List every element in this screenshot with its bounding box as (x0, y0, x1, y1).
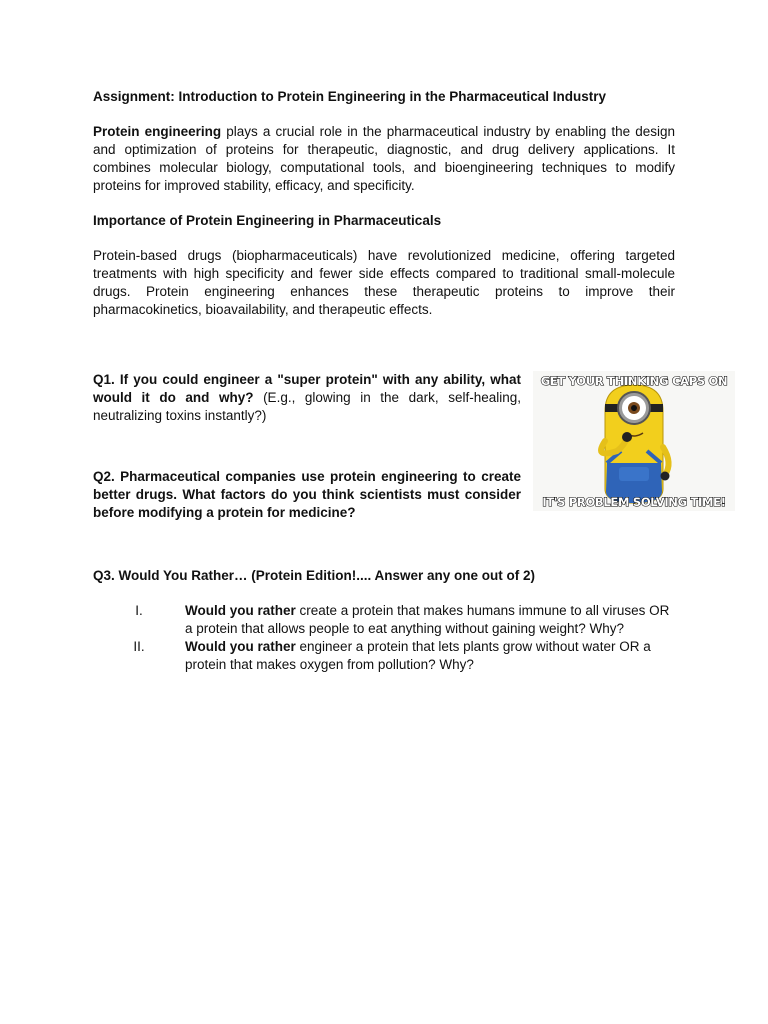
section-paragraph: Protein-based drugs (biopharmaceuticals) have revolutionized medicine, offering targeted treatments with high specificity and fewer side effects compared to traditional small-molecule drugs. Protein engineering enhances these therapeutic proteins to improve their pharmacokinetics, bioavailability, and therapeutic effects. (93, 248, 675, 317)
questions-column (93, 371, 521, 522)
question-1-text: (E.g., glowing in the dark, self-healing, neutralizing toxins instantly?) (93, 390, 521, 423)
list-item-body: engineer a protein that lets plants grow without water OR a protein that makes oxygen from pollution? Why? (185, 639, 651, 672)
section-heading: Importance of Protein Engineering in Pharmaceuticals (93, 213, 442, 228)
question-1 (93, 371, 521, 425)
list-item-number: II. (133, 639, 145, 654)
question-3-heading: Q3. Would You Rather… (Protein Edition!.... Answer any one out of 2) (93, 568, 536, 583)
question-2: Q2. Pharmaceutical companies use protein engineering to create better drugs. What factors do you think scientists must consider before modifying a protein for medicine? (93, 469, 521, 520)
list-item-bold: Would you rather (185, 639, 296, 654)
meme-bottom-text: IT'S PROBLEM SOLVING TIME! (542, 495, 726, 509)
list-item-bold: Would you rather (185, 603, 296, 618)
list-item-body: create a protein that makes humans immune to all viruses OR a protein that allows people to eat anything without gaining weight? Why? (185, 603, 670, 636)
minion-meme-image (533, 371, 735, 511)
intro-bold: Protein engineering (93, 124, 222, 139)
list-item-text (185, 638, 675, 674)
assignment-title: Assignment: Introduction to Protein Engineering in the Pharmaceutical Industry (93, 89, 607, 104)
question-1-bold: Q1. If you could engineer a "super protein" with any ability, what would it do and why? (93, 372, 521, 405)
list-item (93, 638, 675, 674)
questions-row (93, 371, 728, 522)
intro-text: plays a crucial role in the pharmaceutical industry by enabling the design and optimization of proteins for therapeutic, diagnostic, and drug delivery applications. It combines molecular biology, computational tools, and bioengineering techniques to modify proteins for improved stability, efficacy, and specificity. (93, 124, 675, 193)
list-item (93, 602, 675, 638)
list-item-text (185, 602, 675, 638)
meme-top-text: GET YOUR THINKING CAPS ON (540, 374, 728, 388)
intro-paragraph (93, 123, 675, 195)
would-you-rather-list (93, 602, 675, 674)
minion-illustration (533, 371, 735, 511)
document-page (93, 88, 728, 674)
list-item-number: I. (135, 603, 143, 618)
